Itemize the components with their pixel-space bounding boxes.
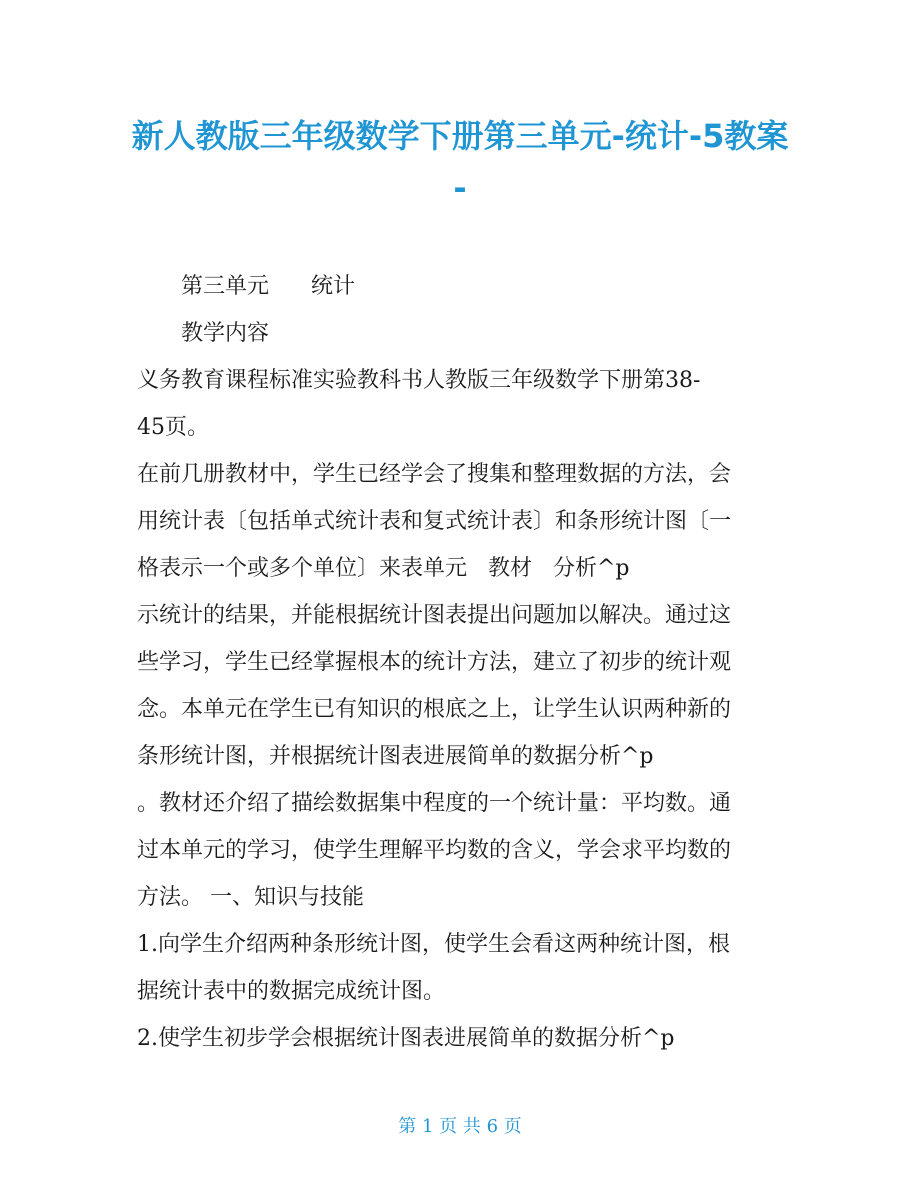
unit-heading: 第三单元 统计: [181, 274, 355, 299]
body-text-line: 方法。 一、知识与技能: [137, 885, 364, 910]
body-text-line: 条形统计图，并根据统计图表进展简单的数据分析^p: [137, 744, 654, 769]
body-text-line: 念。本单元在学生已有知识的根底之上，让学生认识两种新的: [137, 697, 732, 722]
body-text-line: 示统计的结果，并能根据统计图表提出问题加以解决。通过这: [137, 603, 732, 628]
body-text-line: 用统计表〔包括单式统计表和复式统计表〕和条形统计图〔一: [137, 509, 732, 534]
body-text-line: 义务教育课程标准实验教科书人教版三年级数学下册第38-: [137, 368, 701, 393]
section-heading-teaching-content: 教学内容: [181, 321, 270, 346]
body-text-line: 1.向学生介绍两种条形统计图，使学生会看这两种统计图，根: [137, 932, 730, 957]
body-text-line: 过本单元的学习，使学生理解平均数的含义，学会求平均数的: [137, 838, 732, 863]
body-text-line: 据统计表中的数据完成统计图。: [137, 979, 446, 1004]
body-text-line: 。教材还介绍了描绘数据集中程度的一个统计量：平均数。通: [137, 791, 732, 816]
document-title: 新人教版三年级数学下册第三单元-统计-5教案: [131, 117, 789, 155]
document-title-continuation: -: [453, 169, 467, 207]
page-number-footer: 第 1 页 共 6 页: [398, 1116, 522, 1137]
body-text-line: 45页。: [137, 415, 209, 440]
body-text-line: 格表示一个或多个单位〕来表单元 教材 分析^p: [137, 556, 630, 581]
body-text-line: 些学习，学生已经掌握根本的统计方法，建立了初步的统计观: [137, 650, 732, 675]
body-text-line: 在前几册教材中，学生已经学会了搜集和整理数据的方法，会: [137, 462, 732, 487]
body-text-line: 2.使学生初步学会根据统计图表进展简单的数据分析^p: [137, 1026, 675, 1051]
